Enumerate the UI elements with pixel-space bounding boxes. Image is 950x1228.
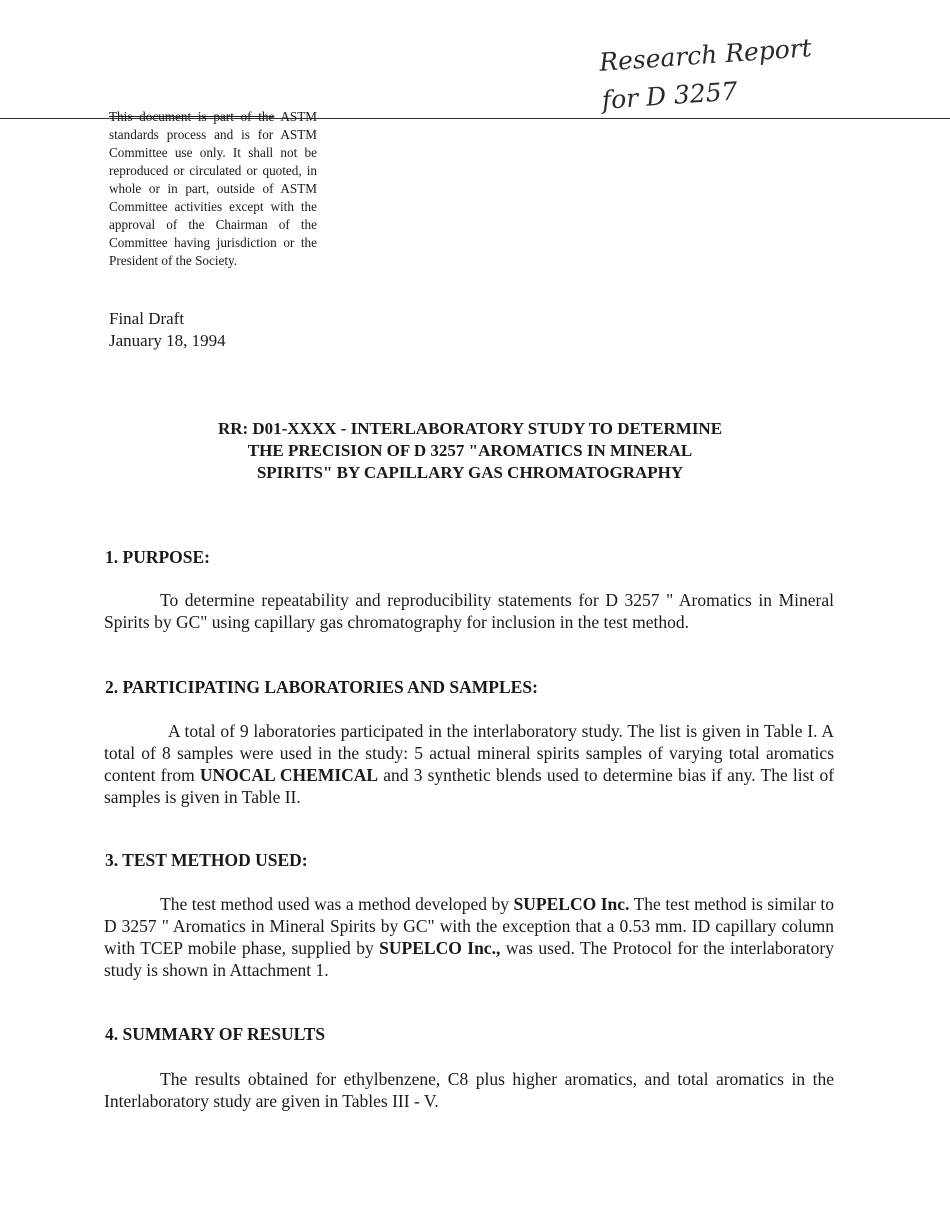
title-line-2: THE PRECISION OF D 3257 "AROMATICS IN MINERAL (247, 441, 693, 460)
section-4-heading: 4. SUMMARY OF RESULTS (105, 1024, 326, 1044)
title-line-3: SPIRITS" BY CAPILLARY GAS CHROMATOGRAPHY (256, 463, 684, 482)
title-line-1: RR: D01-XXXX - INTERLABORATORY STUDY TO DETERMINE (217, 419, 723, 438)
notice-struck-text: This document is part of the (109, 109, 275, 124)
section-2-body-b: and 3 synthetic blends used to determine bias if any. The list of samples is given in Table II. (104, 765, 835, 807)
handwritten-annotation (598, 27, 843, 120)
section-2-bold: UNOCAL CHEMICAL (199, 765, 379, 785)
section-1-body: To determine repeatability and reproducibility statements for D 3257 " Aromatics in Mineral Spirits by GC" using capillary gas chromatography for inclusion in the test method. (104, 590, 834, 632)
draft-info (109, 308, 226, 352)
section-4-text (104, 1068, 834, 1112)
section-3-text (104, 893, 834, 981)
section-3-body-b: The test method is similar to D 3257 " Aromatics in Mineral Spirits by GC" with the exception that a 0.53 mm. ID capillary column with TCEP mobile phase, supplied by (104, 894, 835, 958)
section-3-body-a: The test method used was a method developed by (160, 894, 510, 914)
section-1-text (104, 589, 834, 633)
draft-status: Final Draft (109, 309, 185, 328)
notice-text: ASTM standards process and is for ASTM Committee use only. It shall not be reproduced or circulated or quoted, in whole or in part, outside of ASTM Committee activities except with the approval of the Chairman of the Committee having jurisdiction or the President of the Society. (109, 109, 317, 268)
section-2-body-a: A total of 9 laboratories participated in the interlaboratory study. The list is given in Table I. A total of 8 samples were used in the study: 5 actual mineral spirits samples of varying total aromatics content from (104, 721, 834, 785)
section-3-heading: 3. TEST METHOD USED: (105, 850, 308, 870)
section-3-bold-b: SUPELCO Inc., (379, 938, 501, 958)
section-3-body-c: was used. The Protocol for the interlaboratory study is shown in Attachment 1. (104, 938, 834, 980)
handwritten-line-2: for D 3257 (600, 76, 739, 115)
document-title (150, 418, 790, 484)
astm-notice (109, 108, 317, 270)
handwritten-line-1: Research Report (598, 33, 813, 77)
section-1-heading: 1. PURPOSE: (105, 547, 210, 567)
section-2-text (104, 720, 834, 808)
section-4-body: The results obtained for ethylbenzene, C8 plus higher aromatics, and total aromatics in the Interlaboratory study are given in Tables III - V. (104, 1069, 834, 1111)
section-3-bold-a: SUPELCO Inc. (513, 894, 630, 914)
section-2-heading: 2. PARTICIPATING LABORATORIES AND SAMPLES: (105, 677, 538, 697)
draft-date: January 18, 1994 (109, 331, 226, 350)
